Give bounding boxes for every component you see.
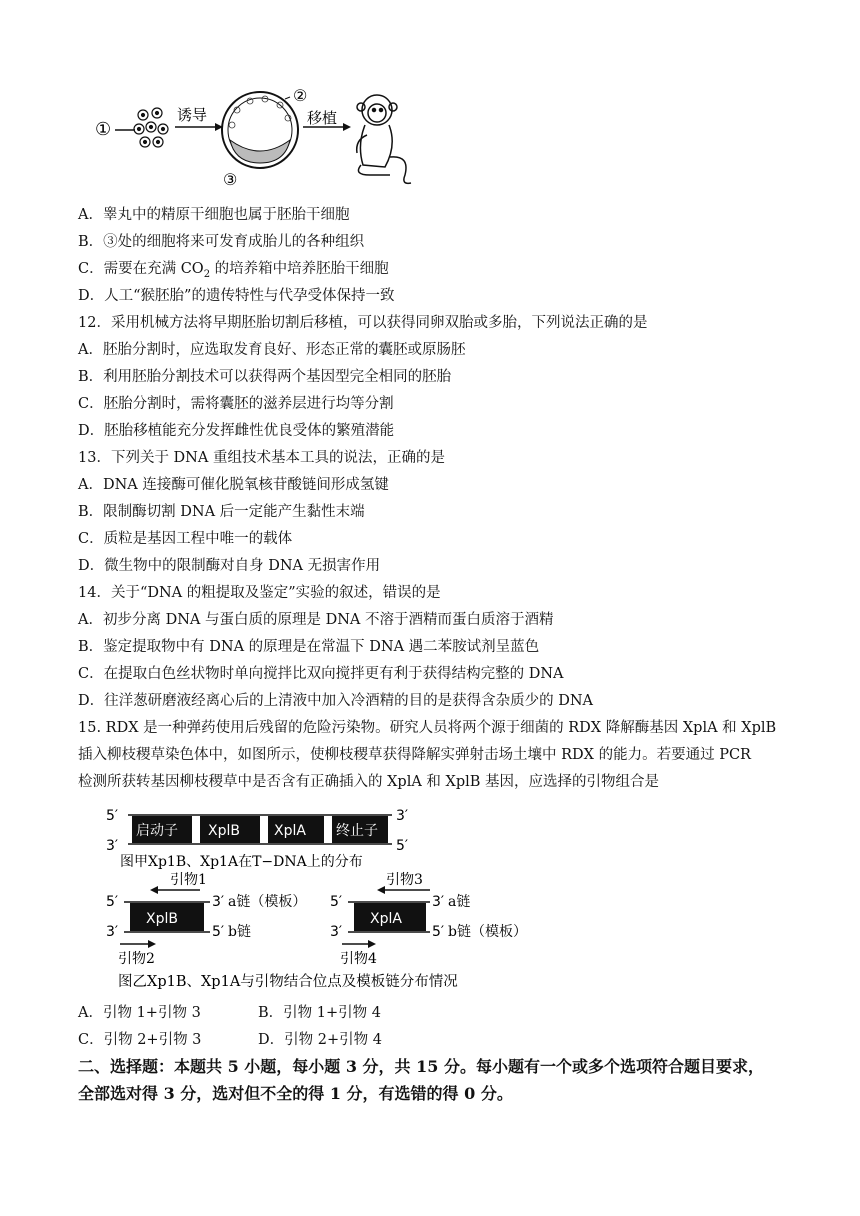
q11-option-d: D．人工“猴胚胎”的遗传特性与代孕受体保持一致 bbox=[78, 288, 395, 304]
yi-right-3prime-right: 3′ bbox=[432, 894, 445, 910]
arrow-label-transplant: 移植 bbox=[307, 109, 338, 127]
jia-5prime-right: 5′ bbox=[396, 838, 409, 854]
terminator-label: 终止子 bbox=[336, 823, 378, 839]
label-1: ① bbox=[95, 119, 112, 140]
q11-option-c-pre: C．需要在充满 CO bbox=[78, 261, 204, 277]
q12-option-d: D．胚胎移植能充分发挥雌性优良受体的繁殖潜能 bbox=[78, 423, 395, 439]
q14-option-a: A．初步分离 DNA 与蛋白质的原理是 DNA 不溶于酒精而蛋白质溶于酒精 bbox=[78, 612, 554, 628]
primer1-label: 引物1 bbox=[170, 872, 207, 888]
yi-right-5prime-right: 5′ bbox=[432, 924, 445, 940]
q13-option-b: B．限制酶切割 DNA 后一定能产生黏性末端 bbox=[78, 504, 365, 520]
yi-xpla-label: XplA bbox=[370, 911, 402, 927]
yi-a-chain-template: a链（模板） bbox=[228, 894, 307, 910]
q11-option-a: A．睾丸中的精原干细胞也属于胚胎干细胞 bbox=[78, 207, 350, 223]
promoter-label: 启动子 bbox=[136, 823, 178, 839]
q14-stem: 14．关于“DNA 的粗提取及鉴定”实验的叙述，错误的是 bbox=[78, 585, 441, 601]
q14-option-d: D．往洋葱研磨液经离心后的上清液中加入冷酒精的目的是获得含杂质少的 DNA bbox=[78, 693, 594, 709]
figure-jia-caption: 图甲Xp1B、Xp1A在T−DNA上的分布 bbox=[120, 854, 363, 870]
primer3-label: 引物3 bbox=[386, 872, 423, 888]
xplb-label: XplB bbox=[208, 823, 240, 839]
yi-b-chain: b链 bbox=[228, 924, 251, 940]
jia-3prime-right: 3′ bbox=[396, 808, 409, 824]
jia-3prime-left: 3′ bbox=[106, 838, 119, 854]
q13-option-a: A．DNA 连接酶可催化脱氧核苷酸链间形成氢键 bbox=[78, 477, 389, 493]
q15-option-d: D．引物 2+引物 4 bbox=[258, 1032, 382, 1048]
blastocyst bbox=[222, 92, 298, 168]
figure-yi-caption: 图乙Xp1B、Xp1A与引物结合位点及模板链分布情况 bbox=[118, 974, 458, 990]
yi-left-5prime-top: 5′ bbox=[106, 894, 119, 910]
label-2: ② bbox=[293, 86, 308, 105]
section2-heading-line2: 全部选对得 3 分，选对但不全的得 1 分，有选错的得 0 分。 bbox=[78, 1084, 513, 1103]
jia-5prime-left: 5′ bbox=[106, 808, 119, 824]
primer2-label: 引物2 bbox=[118, 951, 155, 967]
q15-stem-line3: 检测所获转基因柳枝稷草中是否含有正确插入的 XplA 和 XplB 基因，应选择的引物组合是 bbox=[78, 774, 660, 790]
q15-stem-line1: 15. RDX 是一种弹药使用后残留的危险污染物。研究人员将两个源于细菌的 RDX 降解酶基因 XplA 和 XplB bbox=[78, 720, 777, 736]
yi-b-chain-template: b链（模板） bbox=[448, 924, 527, 940]
yi-left-3prime-bottom: 3′ bbox=[106, 924, 119, 940]
xpla-label: XplA bbox=[274, 823, 306, 839]
cell-cluster bbox=[134, 108, 168, 147]
embryo-development-figure bbox=[85, 85, 415, 190]
q15-option-b: B．引物 1+引物 4 bbox=[258, 1005, 381, 1021]
figure-jia bbox=[100, 800, 430, 872]
q11-option-c-sub: 2 bbox=[203, 268, 211, 280]
primer4-label: 引物4 bbox=[340, 951, 377, 967]
q11-option-c-post: 的培养箱中培养胚胎干细胞 bbox=[210, 261, 389, 277]
q13-option-c: C．质粒是基因工程中唯一的载体 bbox=[78, 531, 293, 547]
q14-option-b: B．鉴定提取物中有 DNA 的原理是在常温下 DNA 遇二苯胺试剂呈蓝色 bbox=[78, 639, 540, 655]
q15-option-c: C．引物 2+引物 3 bbox=[78, 1032, 202, 1048]
q11-option-b: B．③处的细胞将来可发育成胎儿的各种组织 bbox=[78, 234, 365, 250]
figure-yi bbox=[100, 868, 540, 993]
q12-stem: 12．采用机械方法将早期胚胎切割后移植，可以获得同卵双胎或多胎，下列说法正确的是 bbox=[78, 315, 648, 331]
q15-stem-line2: 插入柳枝稷草染色体中，如图所示，使柳枝稷草获得降解实弹射击场土壤中 RDX 的能力。若要通过 PCR bbox=[78, 747, 751, 763]
label-3: ③ bbox=[223, 170, 238, 189]
yi-right-3prime-bottom: 3′ bbox=[330, 924, 343, 940]
yi-a-chain: a链 bbox=[448, 894, 471, 910]
q12-option-b: B．利用胚胎分割技术可以获得两个基因型完全相同的胚胎 bbox=[78, 369, 452, 385]
q12-option-c: C．胚胎分割时，需将囊胚的滋养层进行均等分割 bbox=[78, 396, 394, 412]
q12-option-a: A．胚胎分割时，应选取发育良好、形态正常的囊胚或原肠胚 bbox=[78, 342, 466, 358]
q14-option-c: C．在提取白色丝状物时单向搅拌比双向搅拌更有利于获得结构完整的 DNA bbox=[78, 666, 564, 682]
yi-right-5prime-top: 5′ bbox=[330, 894, 343, 910]
q11-option-c bbox=[78, 259, 389, 285]
yi-xplb-label: XplB bbox=[146, 911, 178, 927]
section2-heading-line1: 二、选择题：本题共 5 小题，每小题 3 分，共 15 分。每小题有一个或多个选项符合题目要求， bbox=[78, 1057, 764, 1076]
yi-left-3prime-right: 3′ bbox=[212, 894, 225, 910]
yi-left-5prime-right: 5′ bbox=[212, 924, 225, 940]
q13-option-d: D．微生物中的限制酶对自身 DNA 无损害作用 bbox=[78, 558, 381, 574]
q13-stem: 13．下列关于 DNA 重组技术基本工具的说法，正确的是 bbox=[78, 450, 445, 466]
monkey-illustration bbox=[357, 95, 411, 183]
arrow-label-induce: 诱导 bbox=[177, 106, 208, 124]
q15-option-a: A．引物 1+引物 3 bbox=[78, 1005, 201, 1021]
